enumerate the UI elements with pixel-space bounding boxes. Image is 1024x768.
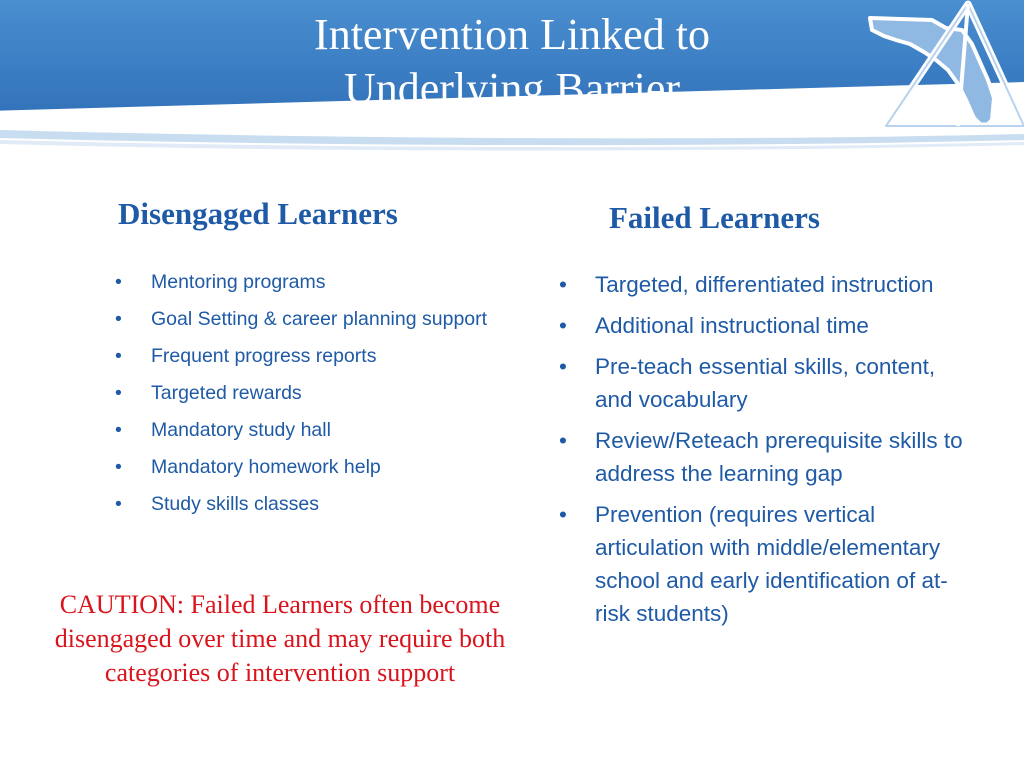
list-item: • Mandatory homework help [112, 453, 512, 481]
list-item: • Additional instructional time [555, 309, 965, 342]
list-item: • Review/Reteach prerequisite skills to address the learning gap [555, 424, 965, 490]
list-item: • Frequent progress reports [112, 342, 512, 370]
list-item: • Targeted rewards [112, 379, 512, 407]
disengaged-interventions-list [112, 268, 512, 527]
failed-learners-heading: Failed Learners [609, 200, 820, 235]
caution-note: CAUTION: Failed Learners often become disengaged over time and may require both categories of intervention support [54, 590, 506, 687]
list-item: • Goal Setting & career planning support [112, 305, 512, 333]
list-item: • Mandatory study hall [112, 416, 512, 444]
list-item: • Prevention (requires vertical articulation with middle/elementary school and early identification of at-risk students) [555, 498, 965, 630]
list-item: • Pre-teach essential skills, content, and vocabulary [555, 350, 965, 416]
failed-interventions-list [555, 268, 965, 638]
list-item: • Mentoring programs [112, 268, 512, 296]
list-item: • Targeted, differentiated instruction [555, 268, 965, 301]
slide-title: Intervention Linked to Underlying Barrier [314, 10, 710, 113]
florida-triangle-logo-icon [862, 0, 1024, 140]
disengaged-learners-heading: Disengaged Learners [118, 196, 398, 231]
list-item: • Study skills classes [112, 490, 512, 518]
